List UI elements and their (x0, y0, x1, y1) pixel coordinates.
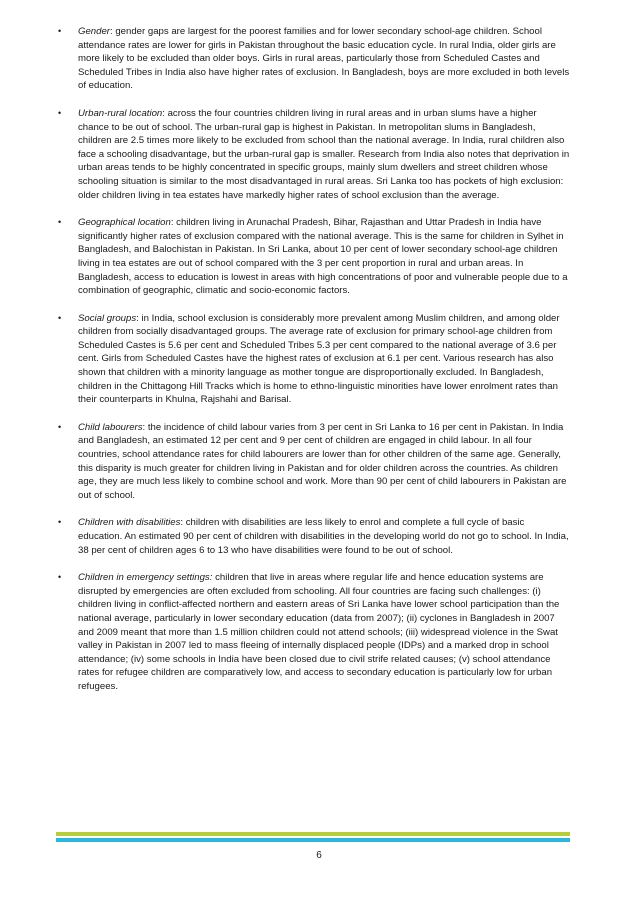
list-item (56, 216, 570, 298)
term: Children with disabilities (78, 517, 181, 529)
paragraph-disabilities: Children with disabilities: children with disabilities are less likely to enrol and complete a full cycle of basic education. An estimated 90 per cent of children with disabilities in the developing world do not go to school. In India, 38 per cent of children ages 6 to 13 who have disabilities were found to be out of school. (78, 517, 569, 556)
paragraph-child-labourers: Child labourers: the incidence of child labour varies from 3 per cent in Sri Lanka to 16 per cent in Pakistan. In India and Bangladesh, an estimated 12 per cent and 9 per cent of children are engaged in child labour. In all four countries, school attendance rates for child labourers are lower than for other children of the same age. Generally, this disparity is much greater for children living in Pakistan and for older children across the countries. As children age, they are much less likely to combine school and work. More than 90 per cent of child labourers in Pakistan are out of school. (78, 421, 567, 501)
bullet: • (58, 421, 62, 432)
paragraph-geographical: Geographical location: children living in Arunachal Pradesh, Bihar, Rajasthan and Uttar Pradesh in India have significantly higher rates of exclusion compared with the national average. This is the same for children in Sylhet in Bangladesh, and Balochistan in Pakistan. In Sri Lanka, about 10 per cent of lower secondary school-age children living in tea estates are out of school compared with the 3 per cent proportion in rural and urban areas. In Bangladesh, access to education is lowest in areas with high concentrations of poor and vulnerable people due to a combination of geographic, climatic and socio-economic factors. (78, 217, 568, 297)
term: Urban-rural location (78, 107, 163, 119)
body-text: the incidence of child labour varies from 3 per cent in Sri Lanka to 16 per cent in Pakistan. In India and Bangladesh, an estimated 12 per cent and 9 per cent of children are engaged in child labour. In all four countries, school attendance rates for child labourers are lower than for other children of the same age. Generally, this disparity is much greater for children living in Pakistan and for older children across the countries. As children age, they are much less likely to combine school and work. More than 90 per cent of child labourers in Pakistan are out of school. (78, 421, 567, 501)
list-item (56, 25, 570, 93)
footer-line-green (56, 832, 570, 836)
bullet: • (58, 107, 62, 118)
document-body (56, 25, 570, 708)
list-item (56, 516, 570, 557)
body-text: gender gaps are largest for the poorest families and for lower secondary school-age children. School attendance rates are lower for girls in Pakistan throughout the basic education cycle. In rural India, older girls are more likely to be excluded than older boys. Girls in rural areas, particularly those from Scheduled Castes and Scheduled Tribes in India also have higher rates of exclusion. In Bangladesh, boys are more excluded in both levels of education. (78, 26, 570, 92)
bullet: • (58, 312, 62, 323)
body-text: in India, school exclusion is considerably more prevalent among Muslim children, and among older children from socially disadvantaged groups. The average rate of exclusion for primary school-age children from Scheduled Castes is 5.6 per cent and Scheduled Tribes 5.3 per cent compared to the national average of 3.6 per cent. Girls from Scheduled Castes have the highest rates of exclusion at 6.1 per cent. Various research has also shown that children with a minority language as mother tongue are disproportionally excluded. In Bangladesh, children in the Chittagong Hill Tracks which is home to ethno-linguistic minorities have lower enrolment rates than their counterparts in Khulna, Rajshahi and Barisal. (78, 312, 560, 406)
list-item (56, 107, 570, 202)
body-text: children with disabilities are less likely to enrol and complete a full cycle of basic education. An estimated 90 per cent of children with disabilities in the developing world do not go to school. In India, 38 per cent of children ages 6 to 13 who have disabilities were found to be out of school. (78, 517, 569, 556)
page-number: 6 (316, 850, 322, 861)
footer-line-blue (56, 838, 570, 842)
body-text: children that live in areas where regular life and hence education systems are disrupted by emergencies are often excluded from schooling. All four countries are facing such challenges: (i) children living in conflict-affected northern and eastern areas of Sri Lanka have lower school participation than the national average, particularly in lower secondary education (data from 2007); (ii) cyclones in Bangladesh in 2007 and 2009 meant that more than 1.5 million children could not attend schools; (iii) widespread violence in the Swat valley in Pakistan in 2007 led to mass fleeing of internally displaced people (IDPs) and a marked drop in school attendance; (iv) some schools in India have been closed due to civil strife related causes; (v) school attendance rates for refugee children are comparatively low, and access to secondary education is particularly low for urban refugees. (78, 572, 560, 692)
paragraph-gender: Gender: gender gaps are largest for the poorest families and for lower secondary school-age children. School attendance rates are lower for girls in Pakistan throughout the basic education cycle. In rural India, older girls are more likely to be excluded than older boys. Girls in rural areas, particularly those from Scheduled Castes and Scheduled Tribes in India also have higher rates of exclusion. In Bangladesh, boys are more excluded in both levels of education. (78, 26, 570, 92)
list-item (56, 312, 570, 407)
term: Child labourers (78, 421, 143, 433)
body-text: children living in Arunachal Pradesh, Bihar, Rajasthan and Uttar Pradesh in India have significantly higher rates of exclusion compared with the national average. This is the same for children in Sylhet in Bangladesh, and Balochistan in Pakistan. In Sri Lanka, about 10 per cent of lower secondary school-age children living in tea estates are out of school compared with the 3 per cent proportion in rural and urban areas. In Bangladesh, access to education is lowest in areas with high concentrations of poor and vulnerable people due to a combination of geographic, climatic and socio-economic factors. (78, 217, 568, 297)
list-item (56, 571, 570, 693)
term: Gender (78, 26, 110, 37)
paragraph-urban-rural: Urban-rural location: across the four countries children living in rural areas and in urban slums have a higher chance to be out of school. The urban-rural gap is highest in Pakistan. In metropolitan slums in Bangladesh, children are 2.5 times more likely to be excluded from school than the national average. In India, rural children also face a schooling disadvantage, but the urban-rural gap is smaller. Research from India also notes that deprivation in urban areas tends to be highly concentrated in specific groups, mainly slum dwellers and street children whose schooling situation is similar to the most disadvantaged in rural areas. Sri Lanka too has pockets of high exclusion: older children living in tea estates have markedly higher rates of school exclusion than the average. (78, 107, 570, 201)
list-item (56, 421, 570, 503)
body-text: across the four countries children living in rural areas and in urban slums have a higher chance to be out of school. The urban-rural gap is highest in Pakistan. In metropolitan slums in Bangladesh, children are 2.5 times more likely to be excluded from school than the national average. In India, rural children also face a schooling disadvantage, but the urban-rural gap is smaller. Research from India also notes that deprivation in urban areas tends to be highly concentrated in specific groups, mainly slum dwellers and street children whose schooling situation is similar to the most disadvantaged in rural areas. Sri Lanka too has pockets of high exclusion: older children living in tea estates have markedly higher rates of school exclusion than the average. (78, 107, 570, 201)
paragraph-emergency-settings (78, 571, 570, 693)
bullet: • (58, 572, 62, 583)
bullet: • (58, 217, 62, 228)
term: Children in emergency settings: (78, 572, 213, 584)
bullet: • (58, 517, 62, 528)
bullet: • (58, 26, 62, 36)
paragraph-social-groups: Social groups: in India, school exclusion is considerably more prevalent among Muslim children, and among older children from socially disadvantaged groups. The average rate of exclusion for primary school-age children from Scheduled Castes is 5.6 per cent and Scheduled Tribes 5.3 per cent compared to the national average of 3.6 per cent. Girls from Scheduled Castes have the highest rates of exclusion at 6.1 per cent. Various research has also shown that children with a minority language as mother tongue are disproportionally excluded. In Bangladesh, children in the Chittagong Hill Tracks which is home to ethno-linguistic minorities have lower enrolment rates than their counterparts in Khulna, Rajshahi and Barisal. (78, 312, 560, 406)
footer-lines (56, 832, 570, 842)
term: Geographical location (78, 217, 171, 229)
term: Social groups (78, 312, 137, 324)
